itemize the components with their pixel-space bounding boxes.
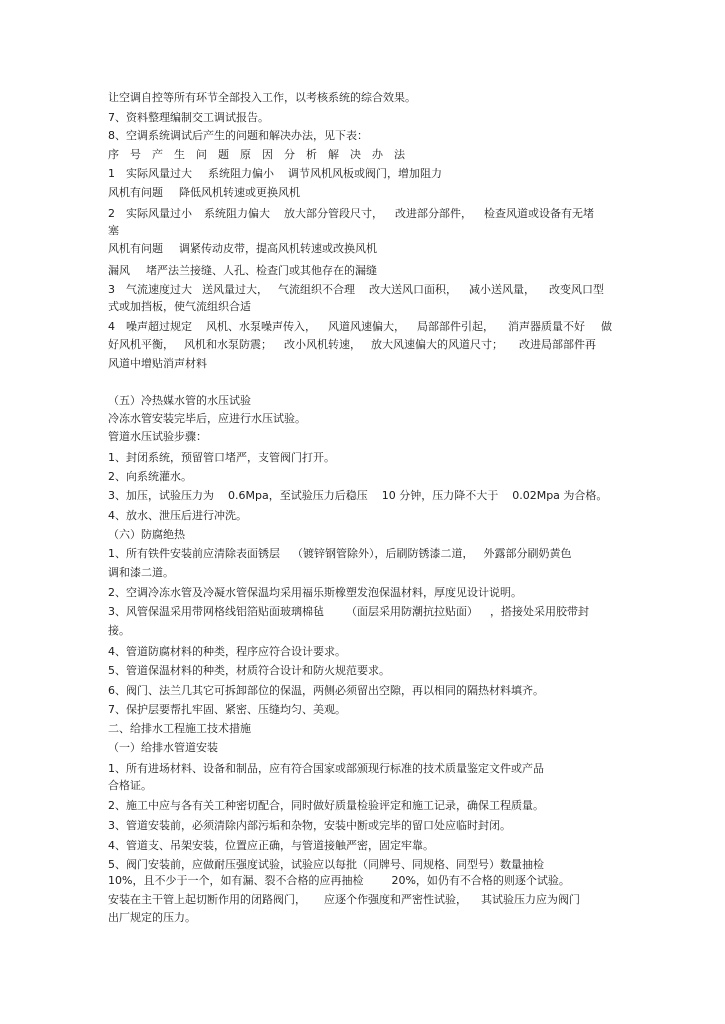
text-segment: 消声器质量不好 (508, 320, 585, 333)
text-segment: 风机有问题 (108, 186, 163, 199)
text-segment: 20%，如仍有不合格的则逐个试验。 (391, 874, 570, 887)
text-segment: 放大风速偏大的风道尺寸； (371, 338, 503, 351)
text-line (108, 547, 572, 560)
text-segment: 局部部件引起， (417, 320, 494, 333)
text-line: 1、封闭系统，预留管口堵严，支管阀门打开。 (108, 451, 335, 464)
text-line: 8、空调系统调试后产生的问题和解决办法，见下表： (108, 129, 368, 142)
text-segment: 风道风速偏大， (328, 320, 405, 333)
text-segment: 1 实际风量过大 (108, 167, 192, 180)
text-segment: 10%，且不少于一个，如有漏、裂不合格的应再抽检 (108, 874, 364, 887)
text-line: （五）冷热媒水管的水压试验 (108, 394, 251, 407)
text-line: 调和漆二道。 (108, 566, 174, 579)
text-line: 2、向系统灌水。 (108, 470, 192, 483)
text-line: 序 号 产 生 问 题 原 因 分 析 解 决 办 法 (108, 148, 405, 161)
text-line (108, 874, 570, 887)
text-segment: （镀锌钢管除外），后刷防锈漆二道， (292, 547, 474, 560)
text-line (108, 242, 377, 255)
text-segment: 1、所有铁件安装前应清除表面锈层 (108, 547, 280, 560)
text-segment: 3、风管保温采用带网格线铝箔贴面玻璃棉毡 (108, 605, 324, 618)
text-line: （六）防腐绝热 (108, 528, 185, 541)
text-line (108, 893, 580, 906)
text-segment: 风机和水泵防震； (184, 338, 272, 351)
text-line: 4、管道防腐材料的种类，程序应符合设计要求。 (108, 645, 346, 658)
text-line: 合格证。 (108, 779, 152, 792)
text-line: 式或加挡板，使气流组织合适 (108, 300, 251, 313)
text-line: 2、空调冷冻水管及冷凝水管保温均采用福乐斯橡塑发泡保温材料，厚度见设计说明。 (108, 586, 522, 599)
text-segment: 改小风机转速， (284, 338, 361, 351)
text-line: 塞 (108, 224, 119, 237)
text-line: 6、阀门、法兰几其它可拆卸部位的保温，两侧必须留出空隙，再以相同的隔热材料填齐。 (108, 684, 544, 697)
text-segment: 改大送风口面积， (369, 283, 457, 296)
text-segment: 应逐个作强度和严密性试验， (324, 893, 467, 906)
text-segment: 改进局部部件再 (519, 338, 596, 351)
text-segment: 3 气流速度过大 (108, 283, 192, 296)
text-line: 2、施工中应与各有关工种密切配合，同时做好质量检验评定和施工记录，确保工程质量。 (108, 799, 544, 812)
text-segment: 改变风口型 (549, 283, 604, 296)
text-line (108, 167, 442, 180)
text-line: 4、放水、泄压后进行冲洗。 (108, 509, 247, 522)
text-segment: 改进部分部件， (395, 207, 472, 220)
text-line (108, 338, 596, 351)
text-line: 7、资料整理编制交工调试报告。 (108, 111, 269, 124)
text-line (108, 320, 612, 333)
text-segment: 调节风机风板或阀门，增加阻力 (288, 167, 442, 180)
text-segment: 风机有问题 (108, 242, 163, 255)
text-line (108, 605, 589, 618)
text-line: 接。 (108, 624, 130, 637)
text-segment: 系统阻力偏大 (204, 207, 270, 220)
text-segment: 外露部分刷奶黄色 (483, 547, 572, 560)
text-segment: 气流组织不合理 (278, 283, 355, 296)
text-segment: 2 实际风量过小 (108, 207, 192, 220)
text-segment: 风机、水泵噪声传入， (206, 320, 316, 333)
text-segment: ，搭接处采用胶带封 (490, 605, 589, 618)
text-line: 管道水压试验步骤： (108, 430, 207, 443)
text-line: 5、管道保温材料的种类，材质符合设计和防火规范要求。 (108, 664, 390, 677)
text-segment: 漏风 (108, 264, 130, 277)
text-line: 出厂规定的压力。 (108, 911, 196, 924)
text-line: 7、保护层要帮扎牢固、紧密、压缝均匀、美观。 (108, 703, 346, 716)
text-segment: 4 噪声超过规定 (108, 320, 192, 333)
text-line: 3、管道安装前，必须清除内部污垢和杂物，安装中断或完毕的留口处应临时封闭。 (108, 819, 511, 832)
text-segment: 3、加压，试验压力为 (108, 489, 214, 502)
text-line: 4、管道支、吊架安装，位置应正确，与管道接触严密，固定牢靠。 (108, 839, 434, 852)
text-segment: 好风机平衡， (108, 338, 174, 351)
text-segment: 10 分钟，压力降不大于 (381, 489, 499, 502)
text-segment: 降低风机转速或更换风机 (179, 186, 300, 199)
text-segment: （面层采用防潮抗拉贴面） (346, 605, 478, 618)
text-line (108, 264, 377, 277)
text-line: 1、所有进场材料、设备和制品，应有符合国家或部颁现行标准的技术质量鉴定文件或产品 (108, 762, 544, 775)
text-line (108, 186, 300, 199)
text-line (108, 283, 604, 296)
text-segment: 0.02Mpa 为合格。 (512, 489, 608, 502)
text-line (108, 489, 607, 502)
text-segment: 0.6Mpa，至试验压力后稳压 (228, 489, 368, 502)
text-segment: 做 (601, 320, 612, 333)
text-segment: 放大部分管段尺寸， (284, 207, 383, 220)
text-line: 风道中增贴消声材料 (108, 357, 207, 370)
text-segment: 其试验压力应为阀门 (481, 893, 580, 906)
text-segment: 堵严法兰接缝、人孔、检查门或其他存在的漏缝 (146, 264, 377, 277)
text-segment: 检查风道或设备有无堵 (484, 207, 594, 220)
text-line: 二、给排水工程施工技术措施 (108, 722, 251, 735)
text-segment: 调紧传动皮带，提高风机转速或改换风机 (179, 242, 377, 255)
text-line: 冷冻水管安装完毕后，应进行水压试验。 (108, 412, 306, 425)
text-segment: 安装在主干管上起切断作用的闭路阀门， (108, 893, 306, 906)
text-segment: 减小送风量， (469, 283, 535, 296)
text-line: （一）给排水管道安装 (108, 741, 218, 754)
text-line: 5、阀门安装前，应做耐压强度试验，试验应以每批（同牌号、同规格、同型号）数量抽检 (108, 858, 544, 871)
text-segment: 送风量过大， (202, 283, 268, 296)
text-line: 让空调自控等所有环节全部投入工作，以考核系统的综合效果。 (108, 91, 416, 104)
text-segment: 系统阻力偏小 (208, 167, 274, 180)
text-line (108, 207, 594, 220)
